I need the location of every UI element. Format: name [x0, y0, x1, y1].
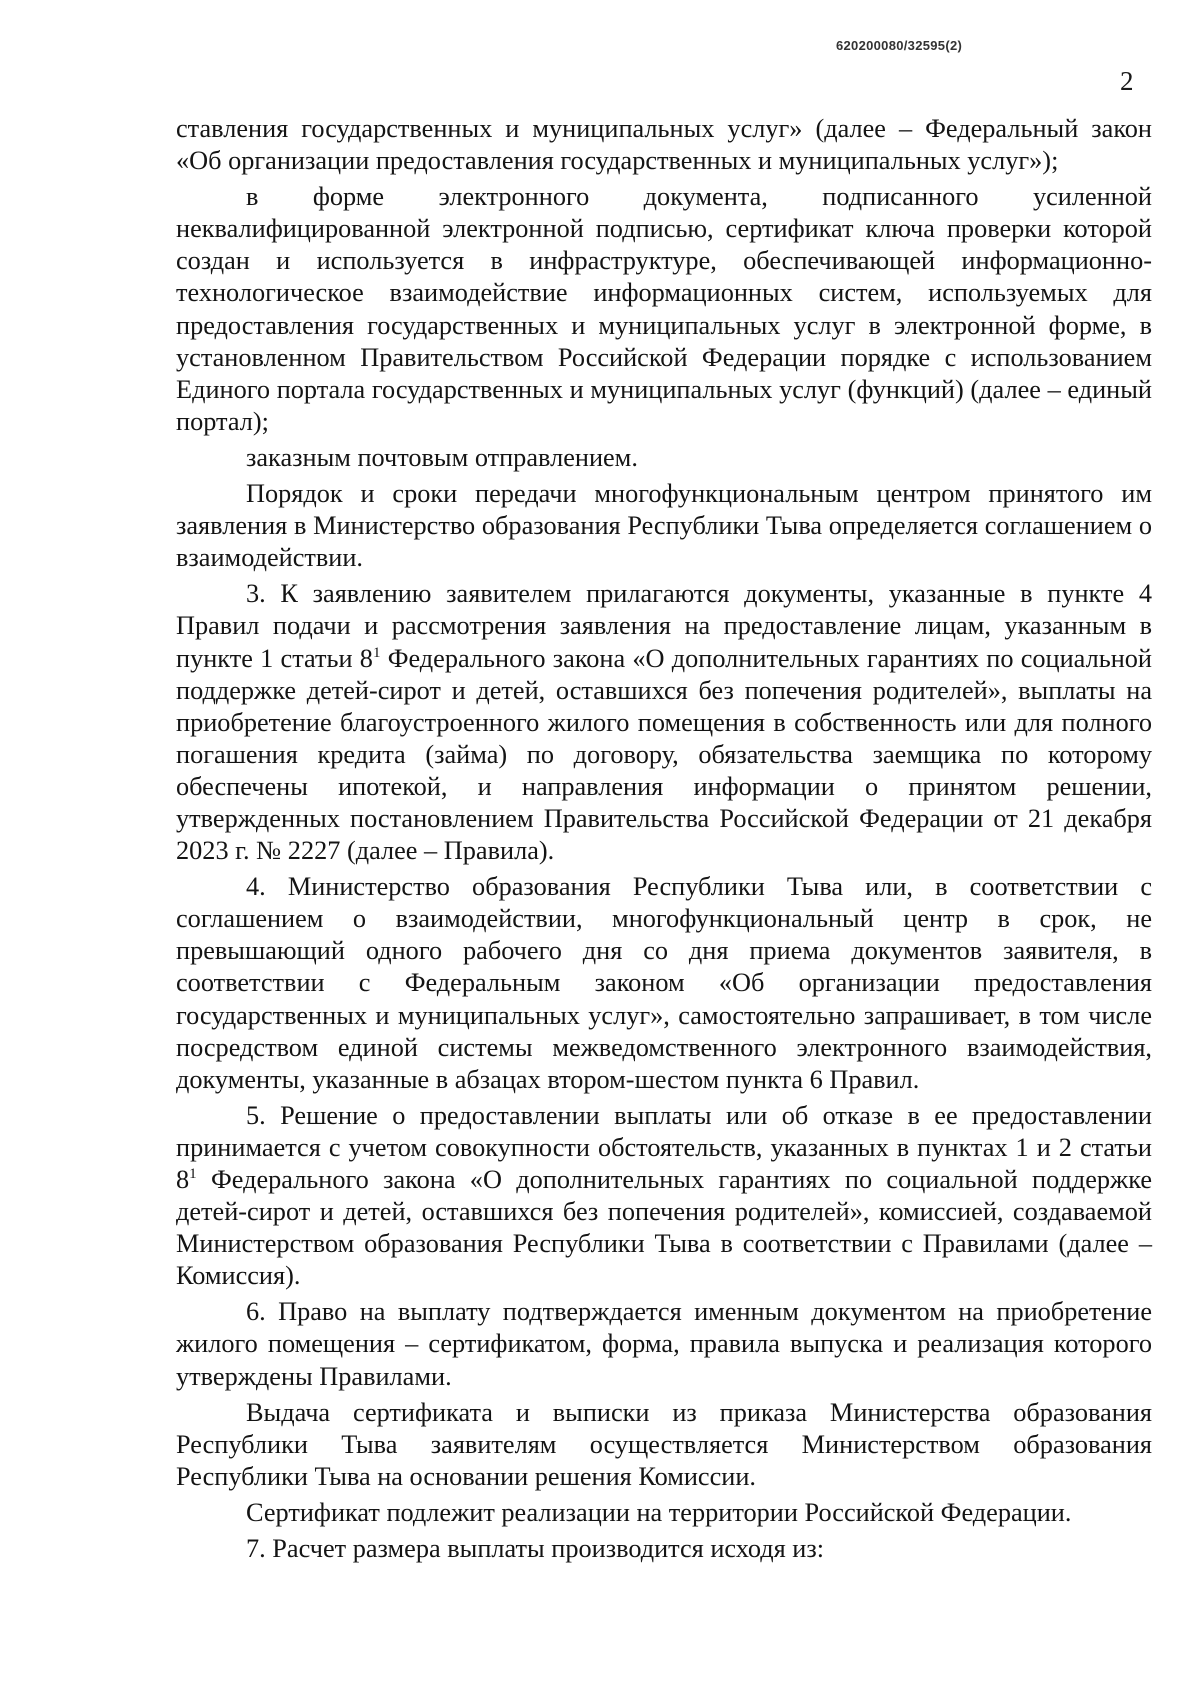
paragraph-certificate-issue: Выдача сертификата и выписки из приказа Министерства образования Республики Тыва заявителям осуществляется Министерством образования Республики Тыва на основании решения Комиссии. — [176, 1397, 1152, 1491]
paragraph-electronic-form: в форме электронного документа, подписанного усиленной неквалифицированной электронной подписью, сертификат ключа проверки которой создан и используется в инфраструктуре, обеспечивающей информационно-технологическое взаимодействие информационных систем, используемых для предоставления государственных и муниципальных услуг в электронной форме, в установленном Правительством Российской Федерации порядке с использованием Единого портала государственных и муниципальных услуг (функций) (далее – единый портал); — [176, 182, 1152, 436]
document-id: 620200080/32595(2) — [836, 38, 963, 53]
paragraph-item-4: 4. Министерство образования Республики Тыва или, в соответствии с соглашением о взаимодействии, многофункциональный центр в срок, не превышающий одного рабочего дня со дня приема документов заявителя, в соответствии с Федеральным законом «Об организации предоставления государственных и муниципальных услуг», самостоятельно запрашивает, в том числе посредством единой системы межведомственного электронного взаимодействия, документы, указанные в абзацах втором-шестом пункта 6 Правил. — [176, 872, 1152, 1094]
paragraph-transfer-procedure: Порядок и сроки передачи многофункциональным центром принятого им заявления в Министерство образования Республики Тыва определяется соглашением о взаимодействии. — [176, 479, 1152, 573]
paragraph-continuation: ставления государственных и муниципальных услуг» (далее – Федеральный закон «Об организации предоставления государственных и муниципальных услуг»); — [176, 114, 1152, 176]
paragraph-item-5 — [176, 1100, 1152, 1293]
item-5-text-end: Федерального закона «О дополнительных гарантиях по социальной поддержке детей-сирот и детей, оставшихся без попечения родителей», комиссией, создаваемой Министерством образования Республики Тыва в соответствии с Правилами (далее – Комиссия). — [176, 1165, 1152, 1291]
item-5-text-start: 5. Решение о предоставлении выплаты или об отказе в ее предоставлении принимается с учетом совокупности обстоятельств, указанных в пунктах 1 и 2 статьи 8 — [176, 1100, 1152, 1194]
paragraph-registered-mail: заказным почтовым отправлением. — [246, 442, 638, 472]
paragraph-certificate-territory: Сертификат подлежит реализации на территории Российской Федерации. — [246, 1497, 1072, 1527]
item-3-text-end: Федерального закона «О дополнительных гарантиях по социальной поддержке детей-сирот и детей, оставшихся без попечения родителей», выплаты на приобретение благоустроенного жилого помещения в собственность или для полного погашения кредита (займа) по договору, обязательства заемщика по которому обеспечены ипотекой, и направления информации о принятом решении, утвержденных постановлением Правительства Российской Федерации от 21 декабря 2023 г. № 2227 (далее – Правила). — [176, 643, 1152, 866]
item-5-superscript: 1 — [189, 1166, 197, 1182]
item-3-text-start: 3. К заявлению заявителем прилагаются документы, указанные в пункте 4 Правил подачи и рассмотрения заявления на предоставление лицам, указанным в пункте 1 статьи 8 — [176, 579, 1152, 673]
paragraph-item-3 — [176, 578, 1152, 867]
paragraph-item-6: 6. Право на выплату подтверждается именным документом на приобретение жилого помещения – сертификатом, форма, правила выпуска и реализация которого утверждены Правилами. — [176, 1297, 1152, 1391]
item-3-superscript: 1 — [372, 644, 381, 661]
document-body — [176, 113, 1152, 1565]
page-number: 2 — [1120, 66, 1134, 96]
paragraph-item-7: 7. Расчет размера выплаты производится исходя из: — [246, 1534, 825, 1564]
